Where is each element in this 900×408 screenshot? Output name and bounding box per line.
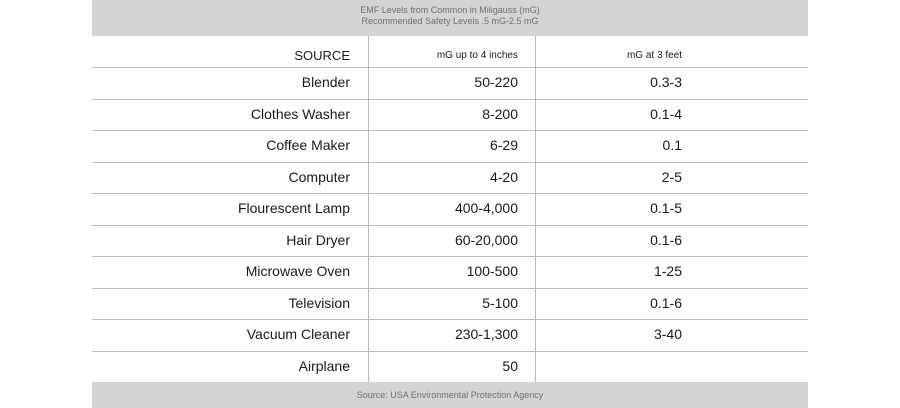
cell-near: 50 xyxy=(502,357,518,374)
cell-near: 60-20,000 xyxy=(454,231,518,248)
table-title: EMF Levels from Common in Miligauss (mG) xyxy=(360,5,540,15)
cell-far: 0.1 xyxy=(662,137,682,153)
column-header-source: SOURCE xyxy=(294,48,350,63)
cell-source: Coffee Maker xyxy=(266,137,350,153)
cell-source: Computer xyxy=(288,168,350,185)
cell-near: 8-200 xyxy=(482,105,518,122)
table-subtitle: Recommended Safety Levels .5 mG-2.5 mG xyxy=(361,16,539,26)
cell-near: 50-220 xyxy=(474,74,518,90)
cell-far: 0.3-3 xyxy=(650,74,682,90)
source-note: Source: USA Environmental Protection Agency xyxy=(356,390,544,400)
cell-far: 0.1-6 xyxy=(650,231,682,248)
footer-band xyxy=(92,382,808,408)
column-header-near: mG up to 4 inches xyxy=(436,50,518,61)
cell-source: Flourescent Lamp xyxy=(237,200,350,216)
cell-far: 1-25 xyxy=(653,263,682,279)
cell-near: 6-29 xyxy=(489,137,518,153)
cell-far: 2-5 xyxy=(661,168,682,185)
cell-far: 3-40 xyxy=(653,326,682,342)
cell-near: 230-1,300 xyxy=(454,326,518,342)
cell-source: Television xyxy=(288,294,350,311)
cell-source: Airplane xyxy=(298,357,350,374)
cell-near: 4-20 xyxy=(489,168,518,185)
cell-source: Microwave Oven xyxy=(245,263,350,279)
cell-far: 0.1-6 xyxy=(650,294,682,311)
cell-source: Blender xyxy=(301,74,350,90)
cell-far: 0.1-5 xyxy=(650,200,682,216)
cell-near: 100-500 xyxy=(466,263,518,279)
cell-far: 0.1-4 xyxy=(650,105,682,122)
cell-near: 5-100 xyxy=(482,294,518,311)
emf-table-figure xyxy=(92,0,808,408)
cell-near: 400-4,000 xyxy=(454,200,518,216)
cell-source: Hair Dryer xyxy=(286,231,350,248)
column-header-far: mG at 3 feet xyxy=(626,50,682,61)
cell-source: Clothes Washer xyxy=(250,105,350,122)
cell-source: Vacuum Cleaner xyxy=(246,326,350,342)
title-band xyxy=(92,0,808,36)
cell-far xyxy=(536,351,682,382)
